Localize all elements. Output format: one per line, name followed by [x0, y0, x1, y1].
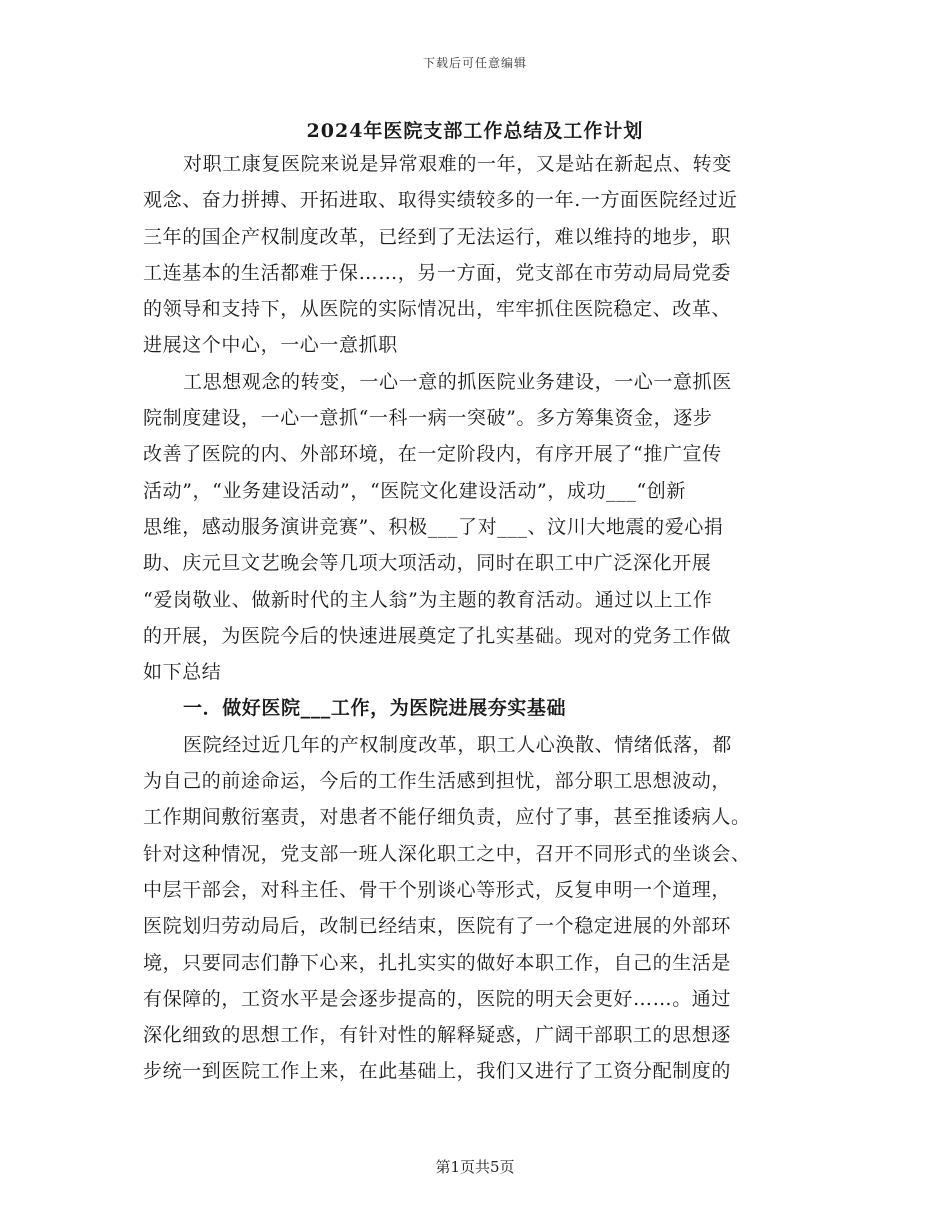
paragraph-line: 工连基本的生活都难于保……，另一方面，党支部在市劳动局局党委	[143, 261, 732, 284]
paragraph-line: 的领导和支持下，从医院的实际情况出，牢牢抓住医院稳定、改革、	[143, 298, 732, 321]
paragraph-line: “爱岗敬业、做新时代的主人翁”为主题的教育活动。通过以上工作	[143, 588, 713, 611]
paragraph-line: 助、庆元旦文艺晚会等几项大项活动，同时在职工中广泛深化开展	[143, 552, 712, 575]
paragraph-line: 三年的国企产权制度改革，已经到了无法运行，难以维持的地步，职	[143, 225, 732, 248]
paragraph-line: 对职工康复医院来说是异常艰难的一年，又是站在新起点、转变	[183, 153, 732, 175]
paragraph-line: 改善了医院的内、外部环境，在一定阶段内，有序开展了“推广宣传	[143, 443, 722, 466]
paragraph-line: 进展这个中心，一心一意抓职	[143, 334, 398, 357]
page-number-footer: 第1页共5页	[435, 1158, 515, 1176]
paragraph-line: 医院经过近几年的产权制度改革，职工人心涣散、情绪低落，都	[183, 733, 732, 756]
paragraph-line: 活动”，“业务建设活动”，“医院文化建设活动”，成功___“创新	[143, 479, 686, 502]
paragraph-line: 医院划归劳动局后，改制已经结束，医院有了一个稳定进展的外部环	[143, 915, 732, 938]
document-title: 2024年医院支部工作总结及工作计划	[306, 120, 644, 142]
paragraph-line: 步统一到医院工作上来，在此基础上，我们又进行了工资分配制度的	[143, 1060, 732, 1083]
paragraph-line: 如下总结	[143, 661, 222, 684]
paragraph-line: 有保障的，工资水平是会逐步提高的，医院的明天会更好……。通过	[143, 987, 732, 1010]
paragraph-line: 工作期间敷衍塞责，对患者不能仔细负责，应付了事，甚至推诿病人。	[143, 806, 751, 829]
paragraph-line: 为自己的前途命运，今后的工作生活感到担忧，部分职工思想波动，	[143, 770, 732, 793]
paragraph-line: 观念、奋力拼搏、开拓进取、取得实绩较多的一年.一方面医院经过近	[143, 189, 738, 212]
paragraph-line: 中层干部会，对科主任、骨干个别谈心等形式，反复申明一个道理，	[143, 878, 732, 901]
document-body	[143, 146, 808, 1090]
section-heading: 一．做好医院___工作，为医院进展夯实基础	[183, 697, 567, 720]
paragraph-line: 院制度建设，一心一意抓“一科一病一突破”。多方筹集资金，逐步	[143, 407, 713, 430]
paragraph-line: 针对这种情况，党支部一班人深化职工之中，召开不同形式的坐谈会、	[143, 842, 751, 865]
paragraph-line: 思维，感动服务演讲竞赛”、积极___了对___、汶川大地震的爱心捐	[143, 515, 724, 538]
paragraph-line: 工思想观念的转变，一心一意的抓医院业务建设，一心一意抓医	[183, 370, 732, 393]
paragraph-line: 境，只要同志们静下心来，扎扎实实的做好本职工作，自己的生活是	[143, 951, 732, 974]
paragraph-line: 的开展，为医院今后的快速进展奠定了扎实基础。现对的党务工作做	[143, 624, 732, 647]
header-note: 下载后可任意编辑	[422, 56, 527, 70]
paragraph-line: 深化细致的思想工作，有针对性的解释疑惑，广阔干部职工的思想逐	[143, 1024, 732, 1047]
